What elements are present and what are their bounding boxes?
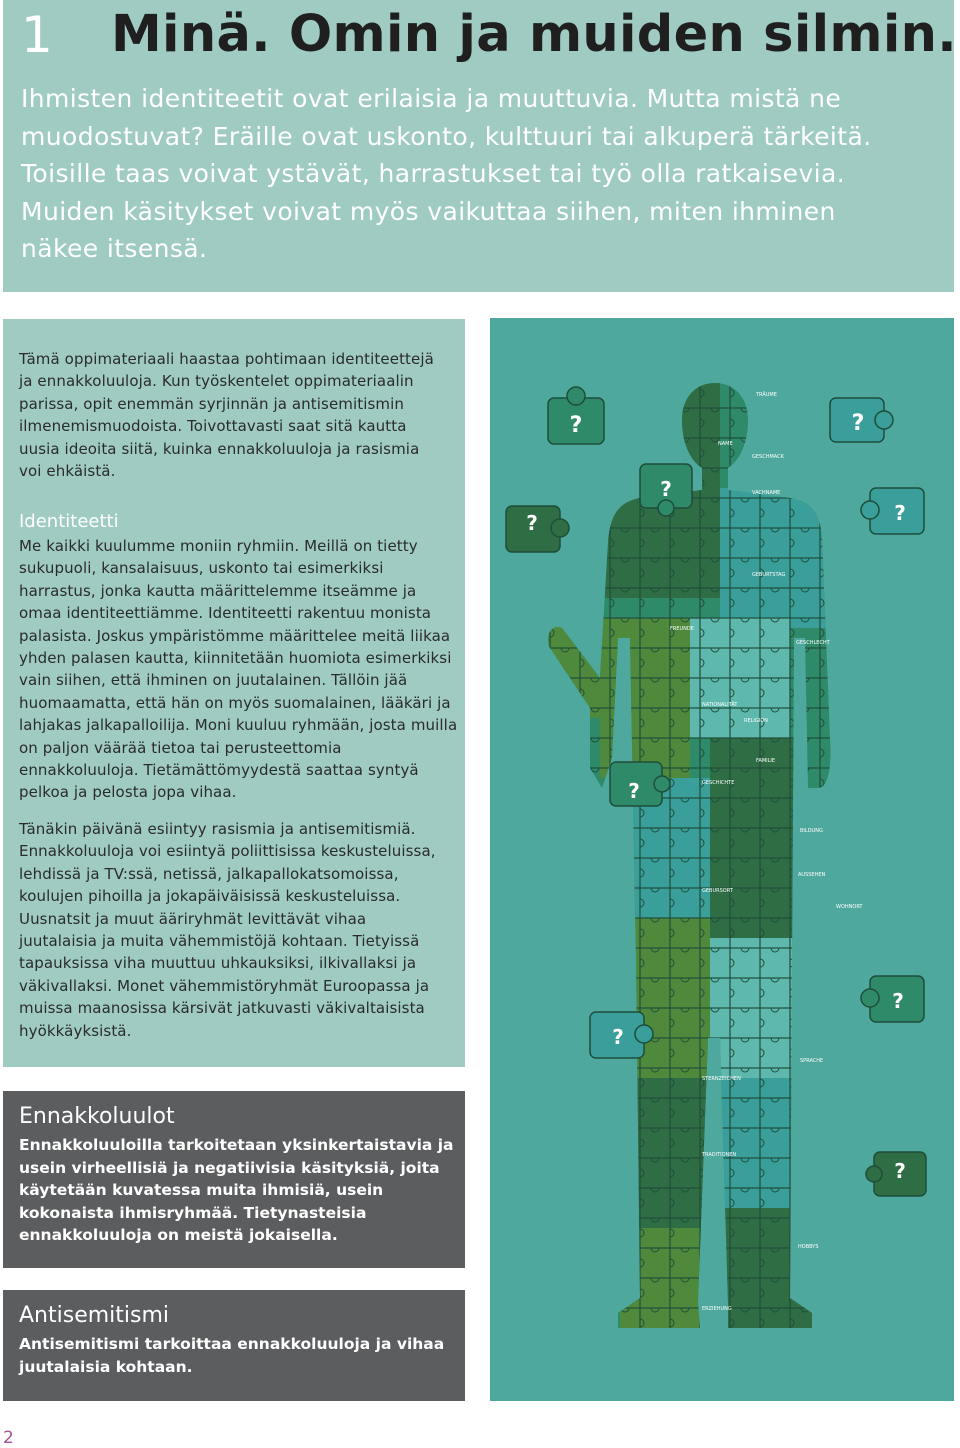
- page-number: 2: [3, 1428, 14, 1448]
- page-title: Minä. Omin ja muiden silmin.: [111, 5, 957, 64]
- puzzle-person-illustration: [490, 318, 954, 1401]
- body-puzzle: [490, 318, 954, 1401]
- lead-paragraph: Ihmisten identiteetit ovat erilaisia ja muuttuvia. Mutta mistä ne muodostuvat? Eräille ovat uskonto, kulttuuri tai alkuperä tärkeitä. Toisille taas voivat ystävät, harrastukset tai työ olla ratkaisevia. Muiden käsitykset voivat myös vaikuttaa siihen, miten ihminen näkee itsensä.: [21, 84, 872, 263]
- question-mark-icon: ?: [660, 477, 672, 501]
- figure-label: TRADITIONEN: [702, 1152, 737, 1158]
- figure-label: GEBURSORT: [702, 888, 733, 894]
- figure-label: FREUNDE: [670, 626, 694, 632]
- figure-label: VACHNAME: [752, 490, 781, 496]
- question-mark-icon: ?: [894, 1159, 906, 1183]
- antisemitism-text: Antisemitismi tarkoittaa ennakkoluuloja ja vihaa juutalaisia kohtaan.: [19, 1335, 445, 1376]
- figure-label: HOBBYS: [798, 1244, 819, 1250]
- figure-label: SPRACHE: [800, 1058, 824, 1064]
- question-mark-icon: ?: [894, 501, 906, 525]
- question-mark-icon: ?: [851, 411, 865, 436]
- question-mark-icon: ?: [612, 1025, 624, 1049]
- figure-label: GESCHLECHT: [796, 640, 830, 646]
- figure-label: BILDUNG: [800, 828, 823, 834]
- antisemitism-heading: Antisemitismi: [19, 1303, 170, 1328]
- chapter-number: 1: [21, 6, 53, 64]
- figure-label: TRÄUME: [756, 392, 777, 398]
- identity-heading: Identiteetti: [19, 511, 119, 532]
- figure-label: NATIONALITÄT: [702, 702, 738, 708]
- figure-label: NAME: [718, 441, 733, 447]
- figure-label: RELIGION: [744, 718, 768, 724]
- puzzle-person-svg: [490, 318, 954, 1401]
- figure-label: AUSSEHEN: [798, 872, 826, 878]
- antisemitism-box: [3, 1290, 465, 1401]
- figure-label: GESCHMACK: [752, 454, 784, 460]
- question-mark-icon: ?: [526, 511, 538, 535]
- figure-label: ERZIEHUNG: [702, 1306, 732, 1312]
- racism-text: Tänäkin päivänä esiintyy rasismia ja antisemitismiä. Ennakkoluuloja voi esiintyä poliittisissa keskusteluissa, lehdissä ja TV:ssä, netissä, jalkapallokatsomoissa, koulujen pihoilla ja jokapäiväisissä keskusteluissa. Uusnatsit ja muut ääriryhmät levittävät vihaa juutalaisia ja muita vähemmistöjä kohtaan. Tietyissä tapauksissa viha muuttuu uhkauksiksi, ilkivallaksi ja väkivallaksi. Monet vähemmistöryhmät Euroopassa ja muissa maanosissa kärsivät jatkuvasti väkivaltaisista hyökkäyksistä.: [19, 820, 436, 1040]
- question-mark-icon: ?: [628, 779, 640, 803]
- question-mark-icon: ?: [892, 989, 904, 1013]
- intro-text: Tämä oppimateriaali haastaa pohtimaan identiteettejä ja ennakkoluuloja. Kun työskentelet oppimateriaalin parissa, opit enemmän syrjinnän ja antisemitismin ilmenemismuodoista. Toivottavasti saat sitä kautta uusia ideoita siitä, kuinka ennakkoluuloja ja rasismia voi ehkäistä.: [19, 350, 434, 481]
- prejudice-text: Ennakkoluuloilla tarkoitetaan yksinkertaistavia ja usein virheellisiä ja negatiivisia käsityksiä, joita käytetään kuvatessa muita ihmisiä, usein kokonaista ihmisryhmää. Tietynasteisia ennakkoluuloja on meistä jokaisella.: [19, 1136, 454, 1244]
- header-banner: [3, 0, 957, 292]
- question-mark-icon: ?: [569, 413, 583, 438]
- intro-panel: [3, 319, 465, 1067]
- figure-label: GEBURTSTAG: [752, 572, 786, 578]
- prejudice-box: [3, 1091, 465, 1268]
- identity-text: Me kaikki kuulumme moniin ryhmiin. Meillä on tietty sukupuoli, kansalaisuus, uskonto tai esimerkiksi harrastus, jonka kautta määrittelemme itseämme ja omaa identiteettiämme. Identiteetti rakentuu monista palasista. Joskus ympäristömme määrittelee meitä liikaa yhden palasen kautta, kiinnitetään huomiota esimerkiksi vain siihen, että ihminen on juutalainen. Tällöin jää huomaamatta, että hän on myös suomalainen, lääkäri ja lahjakas jalkapalloilija. Moni kuuluu ryhmään, josta muilla on paljon väärää tietoa tai perusteettomia ennakkoluuloja. Tietämättömyydestä saattaa syntyä pelkoa ja pelosta jopa vihaa.: [19, 537, 458, 802]
- figure-label: FAMILIE: [756, 758, 776, 764]
- figure-label: GESCHICHTE: [702, 780, 735, 786]
- figure-label: STERNZEICHEN: [702, 1076, 741, 1082]
- figure-label: WOHNORT: [836, 904, 863, 910]
- prejudice-heading: Ennakkoluulot: [19, 1104, 175, 1129]
